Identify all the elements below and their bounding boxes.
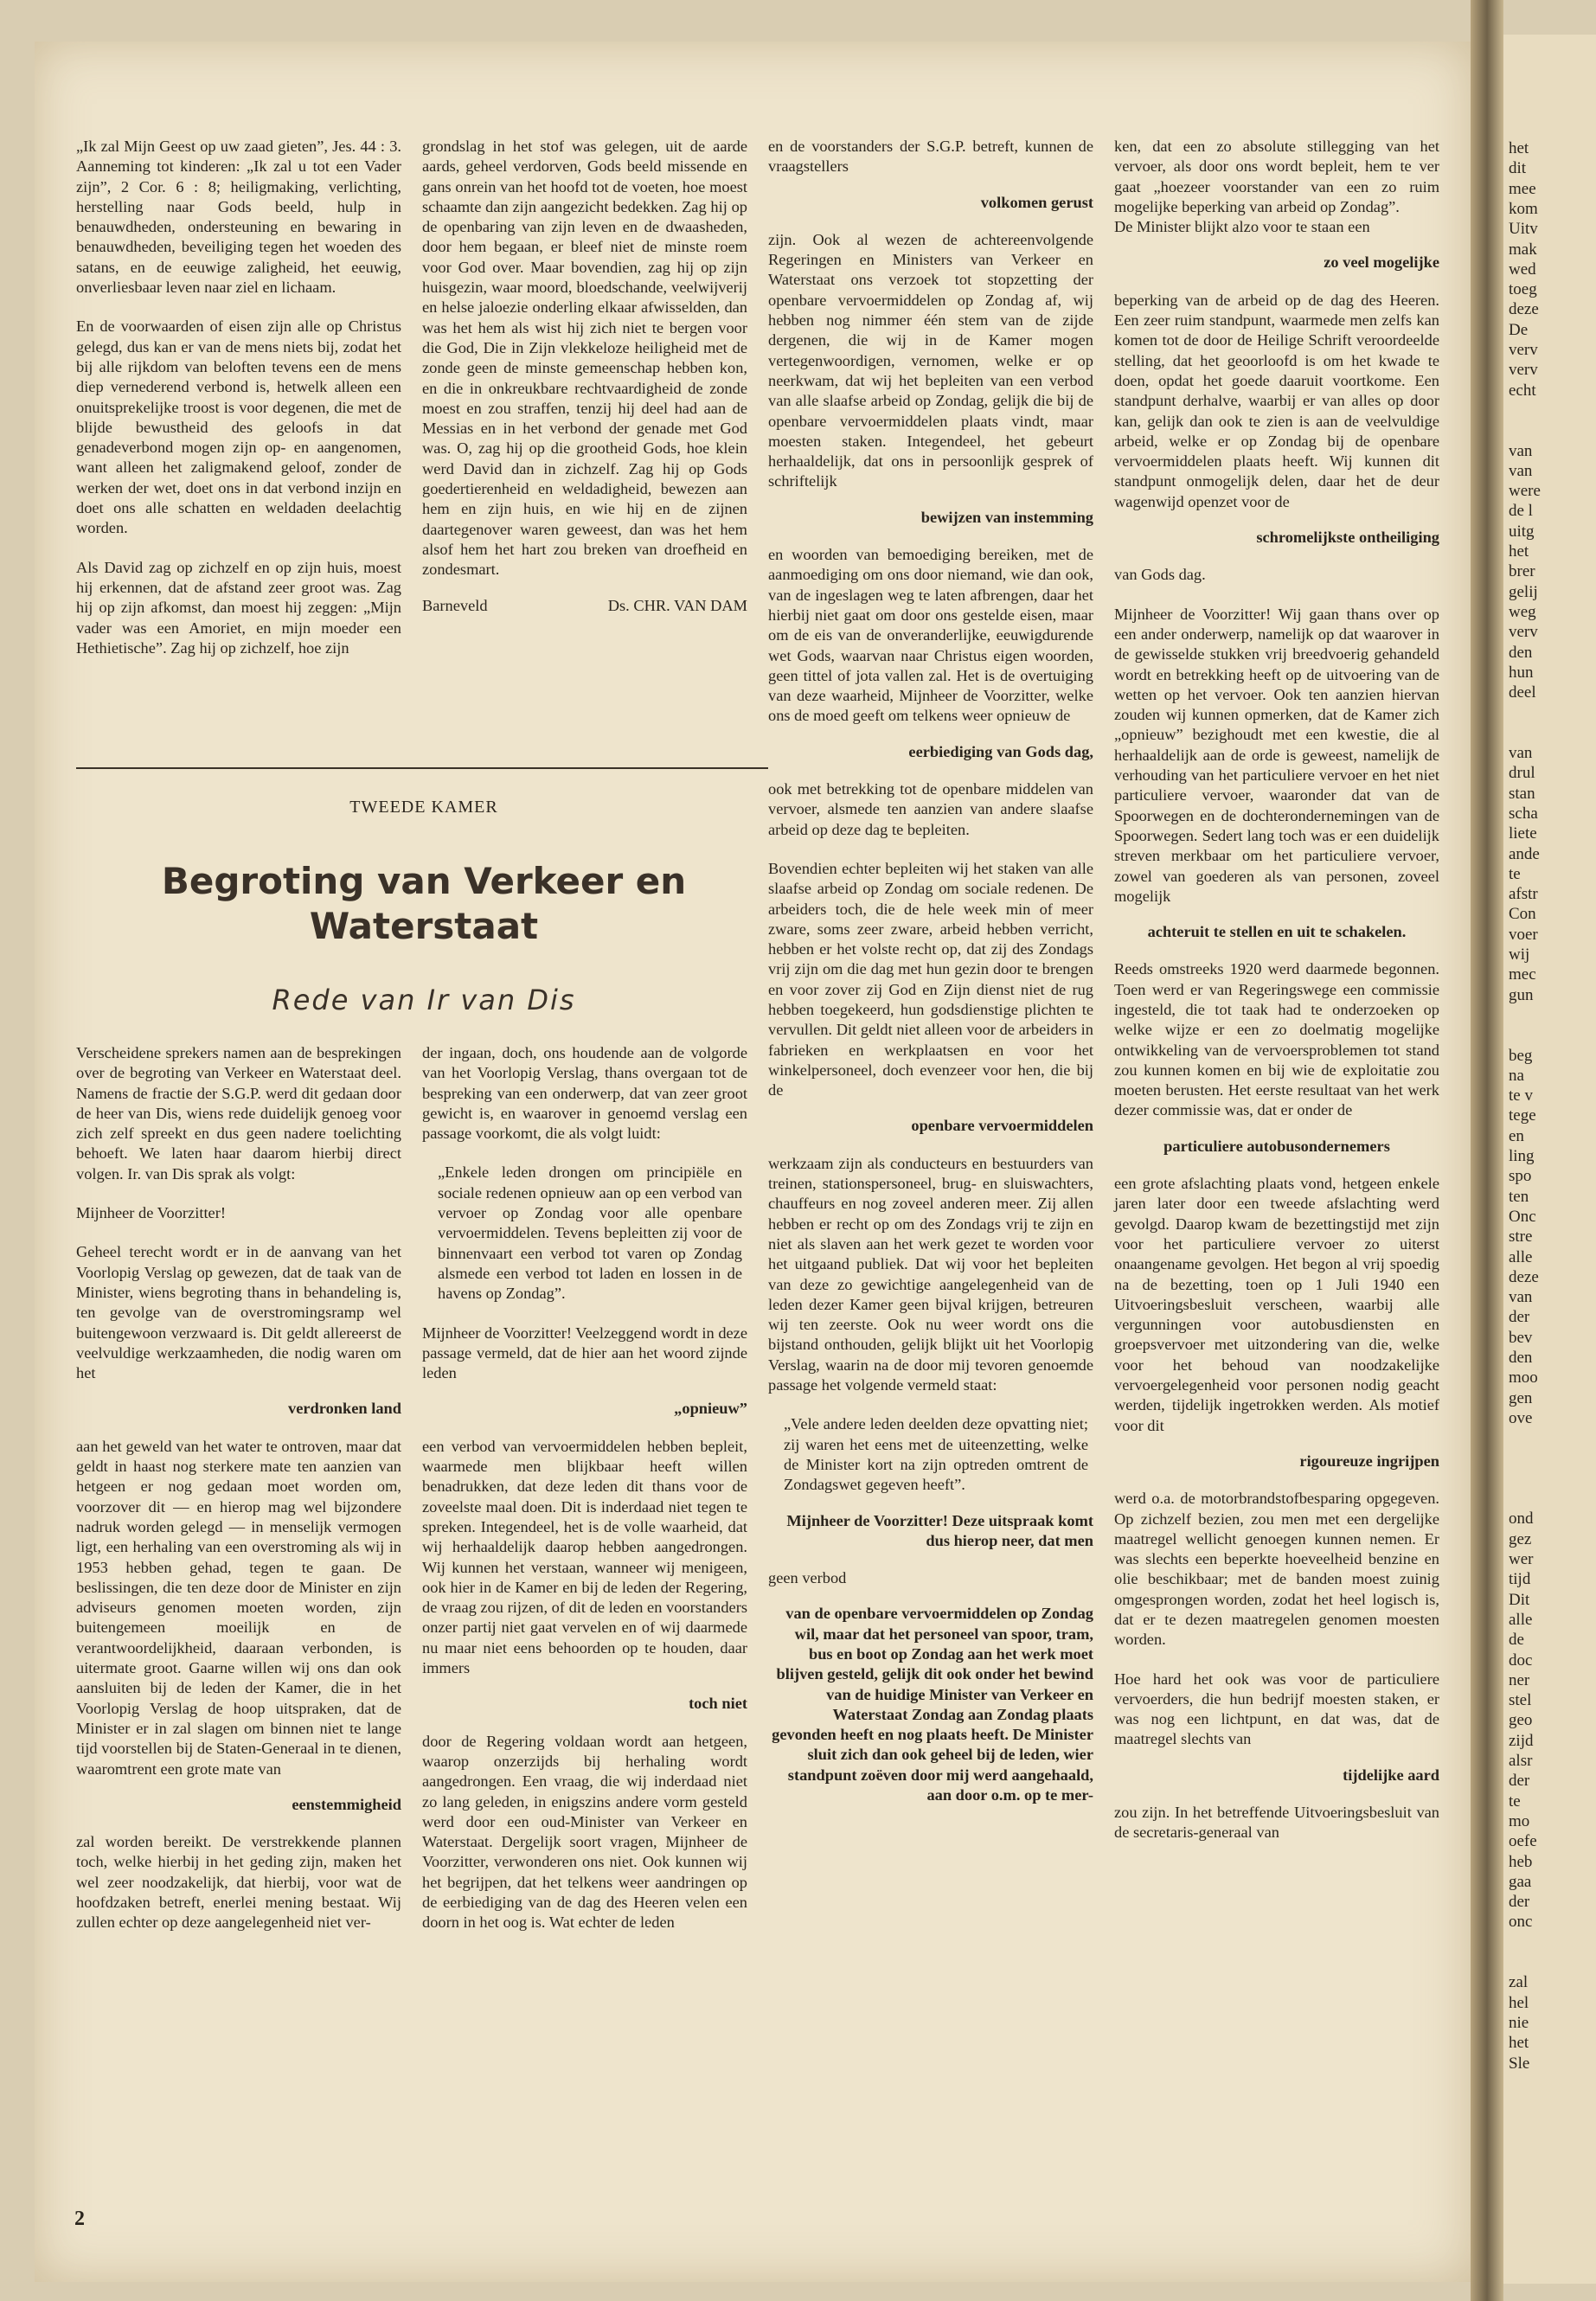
adjacent-page-edge (1503, 35, 1596, 2284)
top-article-column-2 (422, 137, 747, 616)
paragraph: En de voorwaarden of eisen zijn alle op Christus gelegd, dus kan er van de mens niets bij, zodat het bij alle rijkdom van beloften tevens een de mens diep vernederend verbond is, hetwelk alleen een onuitsprekelijke troost is voor degenen, die met de blijde bewustheid des geloofs in dat genadeverbond mogen zijn op- en aangenomen, want alleen het zaligmakend geloof, zonder de werken der wet, doet ons in dat verbond inzijn en doet ons alle schatten en weldaden deelachtig worden. (76, 317, 401, 537)
adjacent-page-fragment: de (1509, 1631, 1524, 1650)
adjacent-page-fragment: Dit (1509, 1590, 1530, 1609)
subheading: bewijzen van instemming (920, 508, 1093, 526)
adjacent-page-fragment: Uitv (1509, 220, 1538, 239)
paragraph: van Gods dag. (1114, 566, 1206, 584)
paragraph: werd o.a. de motorbrandstofbesparing opgegeven. Op zichzelf bezien, zou men met een dergelijke maatregel wellicht genoegen kunnen nemen. Er was slechts een beperkte hoeveelheid benzine en olie beschikbaar; met de banden moest zuinig omgesprongen worden, zodat het heel logisch is, dat er te dezen maatregelen genomen moesten worden. (1114, 1490, 1439, 1649)
subheading: toch niet (689, 1695, 747, 1713)
signature-line (422, 596, 747, 616)
adjacent-page-fragment: zal (1509, 1973, 1529, 1992)
adjacent-page-fragment: stel (1509, 1691, 1532, 1710)
adjacent-page-fragment: doc (1509, 1650, 1533, 1670)
subheading: rigoureuze ingrijpen (1299, 1452, 1439, 1470)
adjacent-page-fragment: deze (1509, 1267, 1539, 1286)
adjacent-page-fragment: weg (1509, 602, 1536, 621)
adjacent-page-fragment: afstr (1509, 885, 1538, 904)
adjacent-page-fragment: were (1509, 482, 1541, 501)
adjacent-page-fragment: verv (1509, 623, 1538, 642)
adjacent-page-fragment: drul (1509, 764, 1535, 783)
adjacent-page-fragment: stre (1509, 1227, 1533, 1247)
adjacent-page-fragment: van (1509, 1288, 1533, 1307)
paragraph: en de voorstanders der S.G.P. betreft, kunnen de vraagstellers (768, 138, 1093, 176)
adjacent-page-fragment: mak (1509, 240, 1537, 259)
adjacent-page-fragment: beg (1509, 1046, 1533, 1065)
adjacent-page-fragment: verv (1509, 341, 1538, 359)
headline-line-1: Begroting van Verkeer en (161, 860, 687, 902)
adjacent-page-fragment: tijd (1509, 1570, 1531, 1589)
adjacent-page-fragment: mec (1509, 965, 1536, 984)
adjacent-page-fragment: mo (1509, 1811, 1530, 1830)
adjacent-page-fragment: ner (1509, 1670, 1530, 1689)
paragraph: Verscheidene sprekers namen aan de besprekingen over de begroting van Verkeer en Waterstaat deel. Namens de fractie der S.G.P. werd dit gedaan door de heer van Dis, wiens rede duidelijk genoeg voor zich zelf spreekt en dus geen nadere toelichting behoeft. We laten haar daarom hierbij direct volgen. Ir. van Dis sprak als volgt: (76, 1044, 401, 1183)
quote-paragraph: „Vele andere leden deelden deze opvatting niet; zij waren het eens met de uiteenzetting, welke de Minister kort na zijn optreden omtrent de Zondagswet gegeven heeft”. (784, 1415, 1088, 1494)
subheading: openbare vervoermiddelen (911, 1117, 1093, 1135)
adjacent-page-fragment: kom (1509, 199, 1538, 218)
section-label: TWEEDE KAMER (349, 798, 498, 817)
subheading: eerbiediging van Gods dag, (908, 742, 1093, 760)
signature-place: Barneveld (422, 596, 488, 614)
headline (78, 859, 770, 949)
adjacent-page-fragment: mee (1509, 179, 1536, 198)
subheading: van de openbare vervoermiddelen op Zondag wil, maar dat het personeel van spoor, tram, bus en boot op Zondag aan het werk moet blijven gesteld, gelijk dit ook onder het bewind van de huidige Minister van Verkeer en Waterstaat Zondag aan Zondag plaats gevonden heeft en nog plaats heeft. De Minister sluit zich dan ook geheel bij de leden, wier standpunt zoëven door mij werd aangehaald, aan door o.m. op te mer- (772, 1605, 1093, 1804)
adjacent-page-fragment: Onc (1509, 1207, 1536, 1226)
subheading: tijdelijke aard (1343, 1766, 1439, 1784)
subheading: schromelijkste ontheiliging (1256, 529, 1439, 547)
article-separator (76, 767, 768, 769)
paragraph: door de Regering voldaan wordt aan hetgeen, waarop onzerzijds bij herhaling wordt aangedrongen. Een vraag, die wij inderdaad niet zo lang geleden, in enigszins andere vorm gesteld werd door een oud-Minister van Verkeer en Waterstaat. Dergelijk soort vragen, Mijnheer de Voorzitter, verwonderen ons niet. Ook kunnen wij het begrijpen, dat het telkens weer aandringen op de eerbiediging van de dag des Heeren velen een doorn in het oog is. Wat echter de leden (422, 1732, 747, 1932)
paragraph: Als David zag op zichzelf en op zijn huis, moest hij erkennen, dat de afstand zeer groot was. Zag hij op zijn afkomst, dan moest hij zeggen: „Mijn vader was een Amoriet, en mijn moeder een Hethietische”. Zag hij op zichzelf, hoe zijn (76, 558, 401, 657)
paragraph: Hoe hard het ook was voor de particuliere vervoerders, die hun bedrijf moesten staken, er was nog een lichtpunt, en dat was, dat de maatregel slechts van (1114, 1670, 1439, 1748)
adjacent-page-fragment: onc (1509, 1913, 1533, 1932)
subheading: eenstemmigheid (292, 1795, 401, 1813)
adjacent-page-fragment: na (1509, 1066, 1524, 1085)
paragraph: Mijnheer de Voorzitter! Wij gaan thans over op een ander onderwerp, namelijk op dat waarover in de gewisselde stukken vrij breedvoerig gehandeld wordt en betrekking heeft op de uitvoering van de wetten op het vervoer. Ook ten aanzien hiervan zouden wij kunnen opmerken, dat de Kamer zich „opnieuw” bezighoudt met een kwestie, die al herhaaldelijk aan de orde is geweest, namelijk de verhouding van het particuliere vervoer en het niet particuliere vervoer, waaronder dat van de Spoorwegen en de dochterondernemingen van de Spoorwegen. Sedert lang toch was er een duidelijk streven merkbaar om het particuliere vervoer, zowel van goederen als van personen, zoveel mogelijk (1114, 605, 1439, 905)
adjacent-page-fragment: het (1509, 2034, 1529, 2053)
adjacent-page-fragment: wer (1509, 1550, 1534, 1568)
adjacent-page-fragment: zijd (1509, 1731, 1534, 1750)
adjacent-page-fragment: wij (1509, 945, 1530, 964)
paragraph: grondslag in het stof was gelegen, uit de aarde aards, geheel verdorven, Gods beeld missende en gans onrein van het hoofd tot de voeten, hoe moest schaamte dan zijn aangezicht bedekken. Zag hij op de openbaring van zijn leven en de dwaasheden, door hem begaan, er bleef niet de minste roem voor God over. Maar bovendien, zag hij op zijn huisgezin, waar moord, bloedschande, veelwijverij en helse jaloezie onderling elkaar afwisselden, dan was het hem als wist hij zich niet te bergen voor die God, Die in Zijn vlekkeloze heiligheid met de zonde geen de minste gemeenschap hebben kon, en die in onkreukbare rechtvaardigheid de zonde moest en zou straffen, tenzij hij deel had aan de Messias en in het verbond der genade met God was. O, zag hij op die grootheid Gods, hoe klein werd David dan in zichzelf. Zag hij op Gods goedertierenheid en weldadigheid, bewezen aan hem en zijn huis, en wie hij en de zijnen daartegenover waren geweest, dan was het hem alsof hem het hart zou breken van droefheid en zondesmart. (422, 138, 747, 579)
byline: Rede van Ir van Dis (272, 984, 576, 1016)
adjacent-page-fragment: van (1509, 461, 1533, 480)
adjacent-page-fragment: alle (1509, 1247, 1533, 1266)
paragraph: De Minister blijkt alzo voor te staan een (1114, 218, 1370, 236)
top-article-column-1 (76, 137, 401, 658)
adjacent-page-fragment: spo (1509, 1167, 1532, 1186)
paragraph: zal worden bereikt. De verstrekkende plannen toch, welke hierbij in het geding zijn, maken het wel zeer noodzakelijk, dat hierbij, voor wat de hoofdzaken betreft, enerlei mening bestaat. Wij zullen echter op deze aangelegenheid niet ver- (76, 1833, 401, 1932)
paragraph: Geheel terecht wordt er in de aanvang van het Voorlopig Verslag op gewezen, dat de taak van de Minister, wiens begroting thans in behandeling is, ten gevolge van de overstromingsramp wel buitengewoon verzwaard is. Dit geldt allereerst de veelvuldige werkzaamheden, die nodig waren om het (76, 1243, 401, 1382)
paragraph: Bovendien echter bepleiten wij het staken van alle slaafse arbeid op Zondag om sociale redenen. De arbeiders toch, die de hele week min of meer zware, soms zeer zware, arbeid hebben verricht, hebben er het volste recht op, dat zij des Zondags vrij zijn om die dag met hun gezin door te brengen en voor zover zij God en Zijn dienst niet de rug hebben toegekeerd, hun godsdienstige plichten te vervullen. Dit geldt niet alleen voor de arbeiders in fabrieken en werkplaatsen en voor het winkelpersoneel, doch evenzeer voor hen, die bij de (768, 859, 1093, 1099)
paragraph: Mijnheer de Voorzitter! (76, 1204, 226, 1222)
adjacent-page-fragment: den (1509, 643, 1533, 662)
adjacent-page-fragment: hun (1509, 663, 1534, 682)
adjacent-page-fragment: deel (1509, 683, 1536, 702)
paragraph: der ingaan, doch, ons houdende aan de volgorde van het Voorlopig Verslag, thans overgaan tot de bespreking van een onderwerp, dat van zeer groot gewicht is, en waarover in genoemd verslag een passage voorkomt, die als volgt luidt: (422, 1044, 747, 1143)
adjacent-page-fragment: gez (1509, 1529, 1532, 1548)
adjacent-page-fragment: en (1509, 1126, 1524, 1145)
subheading: verdronken land (288, 1400, 401, 1418)
adjacent-page-fragment: dit (1509, 159, 1527, 178)
adjacent-page-fragment: nie (1509, 2013, 1529, 2032)
adjacent-page-fragment: den (1509, 1349, 1533, 1367)
adjacent-page-fragment: van (1509, 441, 1533, 460)
adjacent-page-fragment: echt (1509, 381, 1536, 400)
adjacent-page-fragment: verv (1509, 361, 1538, 380)
adjacent-page-fragment: scha (1509, 804, 1538, 823)
adjacent-page-fragment: ling (1509, 1147, 1535, 1165)
paragraph: aan het geweld van het water te ontroven, maar dat geldt in haast nog sterkere mate ten aanzien van hetgeen er nog gedaan moet worden om, voorzover dit — en hierop mag wel bijzondere nadruk worden gelegd — in menselijk vermogen ligt, een herhaling van een overstroming als wij in 1953 hebben gehad, tegen te gaan. De beslissingen, die ten deze door de Minister en zijn adviseurs genomen moeten worden, zijn buitengemeen moeilijk en de verantwoordelijkheid, daaraan verbonden, is uitermate groot. Gaarne willen wij ons dan ook aansluiten bij de leden der Kamer, die in het Voorlopig Verslag de hoop uitspraken, dat de Minister er in zal slagen om binnen niet te lange tijd voorstellen bij de Staten-Generaal in te dienen, waaromtrent een grote mate van (76, 1437, 401, 1778)
adjacent-page-fragment: gun (1509, 985, 1534, 1004)
paragraph: ook met betrekking tot de openbare middelen van vervoer, alsmede ten aanzien van andere slaafse arbeid op deze dag te bepleiten. (768, 780, 1093, 838)
adjacent-page-fragment: het (1509, 139, 1529, 157)
adjacent-page-fragment: te (1509, 864, 1521, 883)
adjacent-page-fragment: tege (1509, 1106, 1536, 1125)
adjacent-page-fragment: van (1509, 744, 1533, 762)
adjacent-page-fragment: Con (1509, 905, 1536, 924)
paragraph: werkzaam zijn als conducteurs en bestuurders van treinen, stationspersoneel, brug- en sluiswachters, chauffeurs en nog zoveel anderen meer. Zij allen hebben er recht op om des Zondags vrij te zijn en niet als slaven aan het werk gezet te worden voor het uitgaand publiek. Dat wij voor het bepleiten van deze zo gewichtige aangelegenheid van de leden dezer Kamer geen bijval krijgen, betreuren wij ten zeerste. Ook nu weer wordt ons die bijstand onthouden, gelijk blijkt uit het Voorlopig Verslag, waarin na de door mij tevoren genoemde passage het volgende vermeld staat: (768, 1154, 1093, 1394)
adjacent-page-fragment: liete (1509, 824, 1537, 843)
adjacent-page-fragment: uitg (1509, 522, 1535, 541)
subheading: achteruit te stellen en uit te schakelen. (1147, 923, 1407, 941)
subheading: „opnieuw” (674, 1400, 747, 1418)
adjacent-page-fragment: ten (1509, 1187, 1529, 1206)
paragraph: een verbod van vervoermiddelen hebben bepleit, waarmede men blijkbaar heeft willen benadrukken, dat deze leden dit thans voor de zoveelste maal doen. Dit is inderdaad niet tegen te spreken. Integendeel, het is de volle waarheid, dat wij herhaaldelijk daarop hebben aangedrongen. Wij kunnen het verstaan, wanneer wij menigeen, ook hier in de Kamer en bij de leden der Regering, de vraag zou rijzen, of dit de leden en voorstanders onzer partij niet gaat vervelen en of wij daarmede nu maar niet eens behoorden op te houden, daar immers (422, 1437, 747, 1677)
subheading: Mijnheer de Voorzitter! Deze uitspraak komt dus hierop neer, dat men (786, 1511, 1093, 1549)
adjacent-page-fragment: der (1509, 1308, 1530, 1327)
signature-author: Ds. CHR. VAN DAM (607, 596, 747, 614)
adjacent-page-fragment: gelij (1509, 582, 1538, 601)
book-spine (1471, 0, 1503, 2301)
article-column-3 (768, 137, 1093, 1823)
article-column-2 (422, 1043, 747, 1933)
adjacent-page-fragment: hel (1509, 1993, 1529, 2012)
adjacent-page-fragment: de l (1509, 502, 1533, 521)
paragraph: „Ik zal Mijn Geest op uw zaad gieten”, Jes. 44 : 3. Aanneming tot kinderen: „Ik zal u tot een Vader zijn”, 2 Cor. 6 : 8; heiligmaking, verlichting, herstelling naar Gods beeld, hulp in benauwdheden, ondersteuning en bewaring in benauwdheden, beveiliging tegen het woeden des satans, en de eeuwige zaligheid, het eeuwig, onverliesbaar leven naar ziel en lichaam. (76, 138, 401, 297)
adjacent-page-fragment: der (1509, 1893, 1530, 1912)
adjacent-page-fragment: der (1509, 1772, 1530, 1791)
adjacent-page-fragment: deze (1509, 300, 1539, 319)
paragraph: zijn. Ook al wezen de achtereenvolgende Regeringen en Ministers van Verkeer en Waterstaat ons verzoek tot stopzetting der openbare vervoermiddelen op Zondag af, wij hebben nog nimmer één stem van de zijde dergenen, die wij in de Kamer mogen vertegenwoordigen, vernomen, welke er op neerkwam, dat wij het bepleiten van een verbod van alle slaafse arbeid op Zondag, gelijk die bij de openbare vervoermiddelen plaats vindt, maar moesten staken. Integendeel, het gebeurt herhaaldelijk, dat ons in persoonlijk gesprek of schriftelijk (768, 230, 1093, 490)
paragraph: ken, dat een zo absolute stillegging van het vervoer, als door ons wordt bepleit, hem te ver gaat „hoezeer voorstander van een zo ruim mogelijke beperking van arbeid op Zondag”. (1114, 138, 1439, 215)
adjacent-page-fragment: heb (1509, 1852, 1533, 1871)
adjacent-page-fragment: ande (1509, 844, 1540, 863)
paragraph: zou zijn. In het betreffende Uitvoeringsbesluit van de secretaris-generaal van (1114, 1804, 1439, 1842)
adjacent-page-fragment: moo (1509, 1368, 1538, 1388)
adjacent-page-fragment: stan (1509, 784, 1535, 803)
adjacent-page-fragment: brer (1509, 562, 1535, 581)
adjacent-page-fragment: gaa (1509, 1872, 1532, 1891)
subheading: particuliere autobusondernemers (1163, 1137, 1390, 1155)
paragraph: Mijnheer de Voorzitter! Veelzeggend wordt in deze passage vermeld, dat de hier aan het woord zijnde leden (422, 1324, 747, 1382)
adjacent-page-fragment: te (1509, 1791, 1521, 1811)
quote-paragraph: „Enkele leden drongen om principiële en sociale redenen opnieuw aan op een verbod van vervoer op Zondag voor alle openbare vervoermiddelen. Tevens bepleitten zij voor de binnenvaart een verbod tot varen op Zondag alsmede een verbod tot laden en lossen in de havens op Zondag”. (438, 1163, 742, 1303)
article-column-1 (76, 1043, 401, 1933)
paragraph: Reeds omstreeks 1920 werd daarmede begonnen. Toen werd er van Regeringswege een commissie ingesteld, die tot taak had te onderzoeken op welke wijze er een zo doelmatig mogelijke ontwikkeling van de vervoersproblemen tot stand zou kunnen komen en bij wie de exploitatie zou moeten berusten. Het eerste resultaat van het werk dezer commissie was, dat er onder de (1114, 960, 1439, 1119)
adjacent-page-fragment: De (1509, 320, 1529, 339)
adjacent-page-fragment: oefe (1509, 1832, 1537, 1851)
subheading: volkomen gerust (980, 193, 1093, 211)
page-number: 2 (74, 2208, 85, 2230)
paragraph: beperking van de arbeid op de dag des Heeren. Een zeer ruim standpunt, waarmede men zelfs kan komen tot de door de Heilige Schrift veroordeelde stelling, dat het geoorloofd is om het kwade te doen, opdat het goede daaruit voortkome. Een standpunt derhalve, waarbij er van alles op door kan, gelijk dan ook te zien is aan de veelvuldige arbeid, welke er op Zondag bij de openbare vervoermiddelen plaats heeft. Wij kunnen dit standpunt onmogelijk delen, daar het de deur wagenwijd openzet voor de (1114, 291, 1439, 510)
adjacent-page-fragment: alle (1509, 1610, 1533, 1629)
adjacent-page-fragment: Sle (1509, 2054, 1530, 2073)
adjacent-page-fragment: toeg (1509, 280, 1537, 299)
adjacent-page-fragment: gen (1509, 1388, 1533, 1407)
adjacent-page-fragment: alsr (1509, 1752, 1533, 1770)
adjacent-page-fragment: wed (1509, 260, 1536, 279)
adjacent-page-fragment: bev (1509, 1328, 1533, 1347)
adjacent-page-fragment: te v (1509, 1086, 1533, 1106)
adjacent-page-fragment: ove (1509, 1408, 1533, 1427)
adjacent-page-fragment: ond (1509, 1509, 1534, 1529)
paragraph: een grote afslachting plaats vond, hetgeen enkele jaren later door een tweede afslachting werd gevolgd. Daarop kwam de bezettingstijd met zijn voor het particuliere vervoer zo uiterst onaangename gevolgen. Het begon al vrij spoedig na de bezetting, toen op 1 Juli 1940 een Uitvoeringsbesluit verscheen, waarbij alle vergunningen voor autobusdiensten en groepsvervoer met uitzondering van die, welke voor het behoud van noodzakelijke vervoergelegenheid voor personen nodig geacht werden, tijdelijk ingetrokken werden. Als motief voor dit (1114, 1175, 1439, 1434)
subheading: zo veel mogelijke (1324, 253, 1439, 272)
adjacent-page-fragment: geo (1509, 1711, 1533, 1730)
adjacent-page-fragment: het (1509, 542, 1529, 561)
headline-line-2: Waterstaat (309, 905, 539, 947)
adjacent-page-fragment: voer (1509, 925, 1538, 944)
paragraph: geen verbod (768, 1569, 847, 1587)
paragraph: en woorden van bemoediging bereiken, met de aanmoediging om ons door niemand, wie dan ook, van de ingeslagen weg te laten afbrengen, daar het hierbij niet gaat om door ons gestelde eisen, maar om de eis van de onveranderlijke, eeuwigdurende wet Gods, waarvan naar Christus eigen woorden, geen tittel of jota vallen zal. Het is de overtuiging van deze waarheid, Mijnheer de Voorzitter, welke ons de moed geeft om telkens weer opnieuw de (768, 546, 1093, 725)
article-column-4 (1114, 137, 1439, 1843)
